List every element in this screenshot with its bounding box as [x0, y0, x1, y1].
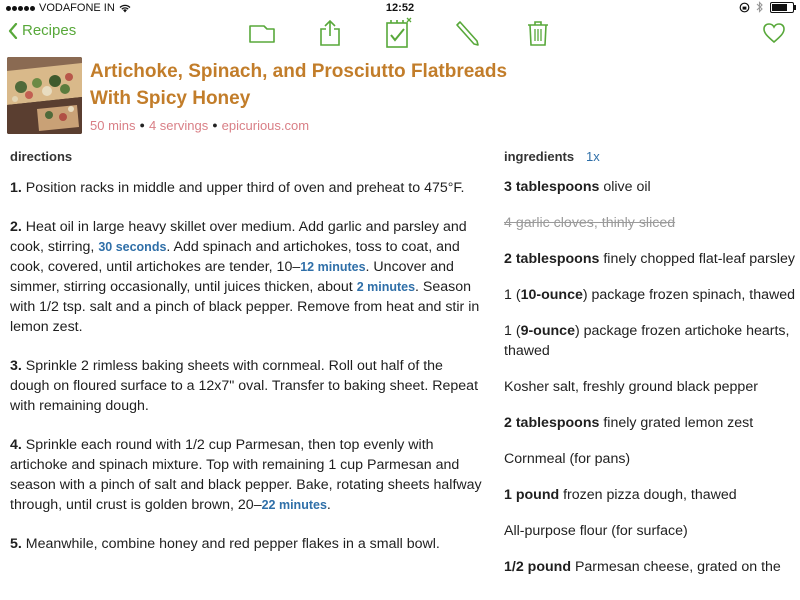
ingredient-item[interactable]: 1 pound frozen pizza dough, thawed [504, 487, 737, 503]
step-number: 5. [10, 536, 22, 552]
directions-list [10, 178, 485, 573]
ingredient-item[interactable]: 1 (10-ounce) package frozen spinach, thawed [504, 287, 796, 303]
ingredient-item[interactable]: 3 tablespoons olive oil [504, 179, 651, 195]
rotation-lock-icon [739, 2, 750, 13]
favorite-button[interactable] [758, 18, 790, 48]
ingredient-item[interactable]: 1 (9-ounce) package frozen artichoke hearts, thawed [504, 323, 790, 359]
ingredient-item[interactable]: Cornmeal (for pans) [504, 451, 631, 467]
directions-heading: directions [10, 149, 73, 164]
ingredient-item[interactable]: 1/2 pound Parmesan cheese, grated on the [504, 559, 781, 575]
scale-button[interactable]: 1x [586, 149, 600, 164]
timer-link[interactable]: 30 seconds [98, 240, 167, 254]
recipe-photo [7, 57, 82, 134]
folder-button[interactable] [246, 18, 278, 48]
chevron-left-icon [8, 23, 18, 39]
direction-step: 3. Sprinkle 2 rimless baking sheets with cornmeal. Roll out half of the dough on floured surface to a 12x7" oval. Transfer to baking sheet. Repeat with remaining dough. [10, 358, 479, 414]
recipe-title-line1: Artichoke, Spinach, and Prosciutto Flatbreads [90, 61, 508, 82]
ingredient-item[interactable]: 2 tablespoons finely grated lemon zest [504, 415, 754, 431]
folder-icon [248, 22, 276, 44]
ingredient-item-crossed[interactable]: 4 garlic cloves, thinly sliced [504, 215, 676, 231]
timer-link[interactable]: 22 minutes [261, 498, 327, 512]
status-bar [0, 0, 800, 16]
heart-icon [762, 22, 786, 44]
step-number: 4. [10, 437, 22, 453]
back-label: Recipes [22, 22, 77, 39]
step-number: 1. [10, 180, 22, 196]
bluetooth-icon [756, 1, 764, 13]
edit-button[interactable] [452, 18, 484, 48]
direction-step: 2. Heat oil in large heavy skillet over medium. Add garlic and parsley and cook, stirring, 30 seconds. Add spinach and artichokes, toss to coat, and cook, covered, until artichokes are tender, 10–12 minutes. Uncover and simmer, stirring occasionally, until juices thicken, about 2 minutes. Season with 1/2 tsp. salt and a pinch of black pepper. Remove from heat and stir in lemon zest. [10, 219, 480, 335]
step-number: 3. [10, 358, 22, 374]
grocery-list-button[interactable] [382, 18, 414, 48]
carrier-name: VODAFONE IN [39, 2, 115, 14]
ingredients-list [504, 177, 798, 593]
share-icon [318, 19, 342, 47]
direction-step: 1. Position racks in middle and upper third of oven and preheat to 475°F. [10, 180, 465, 196]
recipe-servings: 4 servings [148, 118, 209, 133]
direction-step: 4. Sprinkle each round with 1/2 cup Parmesan, then top evenly with artichoke and spinach mixture. Top with remaining 1 cup Parmesan and season with a pinch of salt and black pepper. Bake, rotating sheets halfway through, until crust is golden brown, 20–22 minutes. [10, 437, 482, 513]
step-number: 2. [10, 219, 22, 235]
checklist-icon [383, 17, 413, 49]
toolbar [0, 16, 800, 52]
status-right [739, 1, 794, 13]
battery-icon [770, 2, 794, 13]
direction-step: 5. Meanwhile, combine honey and red pepper flakes in a small bowl. [10, 536, 440, 552]
pencil-icon [455, 19, 481, 47]
timer-link[interactable]: 2 minutes [356, 280, 416, 294]
recipe-time: 50 mins [90, 118, 136, 133]
recipe-title [90, 58, 610, 112]
ingredient-item[interactable]: Kosher salt, freshly ground black pepper [504, 379, 758, 395]
recipe-title-line2: With Spicy Honey [90, 88, 251, 109]
ingredient-item[interactable]: 2 tablespoons finely chopped flat-leaf parsley [504, 251, 795, 267]
recipe-source-link[interactable]: epicurious.com [221, 118, 310, 133]
recipe-meta: 50 mins ● 4 servings ● epicurious.com [90, 118, 310, 133]
ingredient-item[interactable]: All-purpose flour (for surface) [504, 523, 688, 539]
trash-icon [526, 19, 550, 47]
share-button[interactable] [314, 18, 346, 48]
back-button[interactable] [8, 22, 76, 39]
ingredients-heading: ingredients [504, 149, 575, 164]
timer-link[interactable]: 12 minutes [300, 260, 366, 274]
delete-button[interactable] [522, 18, 554, 48]
status-time: 12:52 [385, 2, 415, 14]
